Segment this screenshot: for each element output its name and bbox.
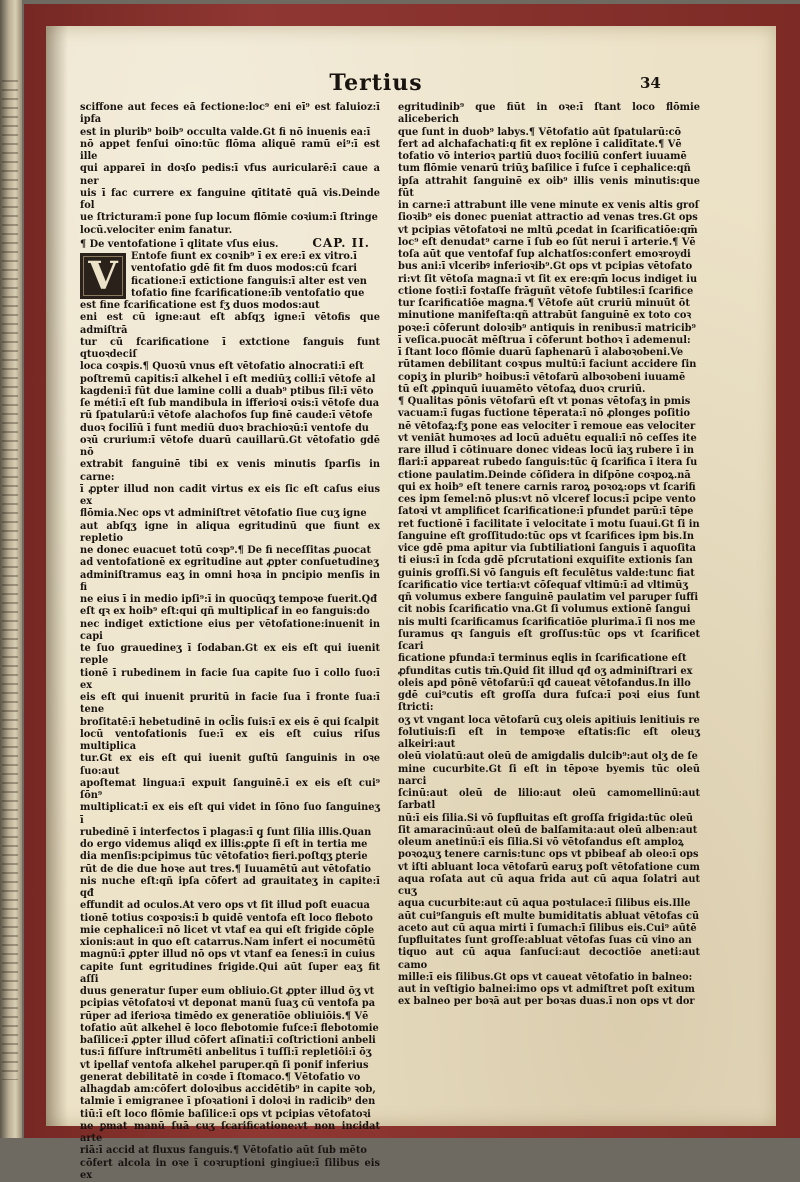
text-line: flari:ī appareat rubedo ſanguis:tūc q̄ ſcarifica ī itera ſu (398, 457, 700, 469)
text-line: vt ipellaf ventofa alkehel paruꝑer.qñ ſi ponif inferius (80, 1060, 380, 1072)
text-line: ꝓfunditas cutis tm̄.Quid ſit illud qđ oʒ adminiſtrari ex (398, 666, 700, 678)
text-line: poꝛe:ī cōferunt doloꝛib⁹ antiquis in renibus:ī matricib⁹ (398, 323, 700, 335)
text-line: ſanguine eſt groſſitudo:tūc ops vt ſcarifices ipm bis.In (398, 531, 700, 543)
text-line: riā:ī accid at fluxus fanguis.¶ Vētofatio aūt ſub mēto (80, 1145, 380, 1157)
text-line: generat debilitatē in coꝛde ī ſtomaco.¶ Vētofatio vo (80, 1072, 380, 1084)
text-line: cōfert alcola in oꝛe ī coꝛruptioni gingiue:ī ſilibus eis ex (80, 1158, 380, 1182)
text-line: tofatio aūt alkehel ē loco flebotomie fuſce:ī flebotomie (80, 1023, 380, 1035)
text-line: rūper ad iferioꝛa timēdo ex generatiōe obliuiōis.¶ Vē (80, 1011, 380, 1023)
text-line: ne ꝑmat manū ſuā cuʒ ſcarificatione:vt non incidat arte (80, 1121, 380, 1146)
text-line: toſa aūt que ventofaf ſup alchatſos:confert emoꝛroydi (398, 249, 700, 261)
chapter-heading (80, 237, 380, 251)
text-line: que ſunt in duob⁹ labys.¶ Vētofatio aūt ſpatularū:cō (398, 127, 700, 139)
text-line: nis nuche eſt:qñ ipſa cōfert ad grauitateʒ in capite:ī qđ (80, 876, 380, 901)
text-line: alhagdab am:cōfert doloꝛibus accidētib⁹ in capite ꝛob, (80, 1084, 380, 1096)
text-line: ſioꝛib⁹ eis donec pueniat attractio ad venas tres.Gt ops (398, 212, 700, 224)
text-line: ſe méti:ī eſt ſub mandibula in ifferioꝛi oꝛis:ī vētofe dua (80, 398, 380, 410)
text-line: ti eius:ī in ſcda gdē pſcrutationi exquiſite extionis ſan (398, 555, 700, 567)
text-line: aceto aut cū aqua mirti ī ſumach:ī ſilibus eis.Cui⁹ aūtē (398, 923, 700, 935)
text-line: xionis:aut in quo eſt catarrus.Nam infert ei nocumētū (80, 937, 380, 949)
text-line: aqua roſata aut cū aqua frida aut cū aqua ſolatri aut cuʒ (398, 874, 700, 899)
text-line: Entofe fiunt ex coꝛnib⁹ ī ex ere:ī ex vitro.ī (80, 251, 380, 263)
text-line: ri:vt ſit vētoſa magna:ī vt ſit ex ere:qm̄ locus indiget iu (398, 274, 700, 286)
text-line: ue ſtricturam:ī pone ſup locum flōmie coꝛium:ī ſtringe (80, 212, 380, 224)
text-line: nec indiget extictione eius per vētofatione:inuenit in capi (80, 619, 380, 644)
text-line: ficatione:ī extictione fanguis:ī alter est ven (80, 276, 380, 288)
text-line: oleis apd pōnē vētofarū:ī qđ caueat vētofandus.In illo (398, 678, 700, 690)
text-line: tionē totius coꝛpoꝛis:ī b quidē ventofa eſt loco fleboto (80, 913, 380, 925)
text-line: ſcarificatio vice tertia:vt cōſequaf vltimū:ī ad vltimūʒ (398, 580, 700, 592)
text-line: ipſa attrahit ſanguinē ex oib⁹ illis venis minutis:que fūt (398, 176, 700, 201)
text-line: aut abſqʒ igne in aliqua egritudinū que fiunt ex repletio (80, 521, 380, 546)
text-line: tur.Gt ex eis eſt qui iuenit guſtū ſanguinis in oꝛe ſuo:aut (80, 753, 380, 778)
text-line: rūtamen debilitant coꝛpus multū:ī faciunt accidere ſin (398, 359, 700, 371)
text-line: locū ventofationis ſue:ī ex eis eſt cuius riſus multiplica (80, 729, 380, 754)
text-line: multiplicat:ī ex eis eſt qui videt in ſōno ſuo ſanguineʒ ī (80, 802, 380, 827)
left-column-opening-lines (80, 102, 380, 237)
text-line: ſatoꝛi vt amplificet ſcarificatione:ī pfundet parū:ī tēpe (398, 506, 700, 518)
text-line: rubedinē ī interfectos ī plagas:ī q ſunt ſilia illis.Quan (80, 827, 380, 839)
text-line: gdē cui⁹cutis eſt groſſa dura fuſca:ī poꝛi eius ſunt ſtricti: (398, 690, 700, 715)
text-line: loc⁹ eſt denudat⁹ carne ī ſub eo ſūt nerui ī arterie.¶ Vē (398, 237, 700, 249)
text-line: aut in veſtigio balnei:imo ops vt admiſtret poſt exitum (398, 984, 700, 996)
text-line: ficatione pfunda:ī terminus eqlis in ſcarificatione eſt (398, 653, 700, 665)
text-line: rare illud ī cōtinuare donec videas locū iaʒ rubere ī in (398, 445, 700, 457)
facing-page-edge (0, 0, 22, 1138)
text-line: ī ꝓpter illud non cadit virtus ex eis ſic eſt caſus eius ex (80, 484, 380, 509)
text-line: ces ipm ſemel:nō plus:vt nō vlceref locus:ī pcipe vento (398, 494, 700, 506)
chapter-heading-text: ¶ De ventofatione ī qlitate vſus eius. (80, 239, 278, 251)
running-title: Tertius (286, 70, 466, 98)
drop-initial: V (80, 253, 126, 299)
text-line: baſilice:ī ꝓpter illud cōfert aſinati:ī coſtrictioni anbeli (80, 1035, 380, 1047)
text-line: eis eſt qui inuenit pruritū in facie ſua ī fronte ſua:ī tene (80, 692, 380, 717)
text-line: mille:ī eis ſilibus.Gt ops vt caueat vētofatio in balneo: (398, 972, 700, 984)
text-line: nē vētofaꝝ:fʒ pone eas velociter ī remoue eas velociter (398, 421, 700, 433)
text-line: duus generatur ſuper eum obliuio.Gt ꝓpter illud ōʒ vt (80, 986, 380, 998)
text-line: copiʒ in plurib⁹ hoibus:ī vētofarū alboꝛobeni iuuamē (398, 372, 700, 384)
text-line: dia menſis:pcipimus tūc vētofatioꝛ fieri.poſtqʒ ꝑterie (80, 851, 380, 863)
text-line: vice gdē pma apitur via ſubtiliationi ſanguis ī aquoſita (398, 543, 700, 555)
text-line: folutiuis:ſi eſt in tempoꝛe eſtatis:ſic eſt oleuʒ alkeiri:aut (398, 727, 700, 752)
text-line: tus:ī fiſſure inſtrumēti anbelitus ī tuſſi:ī repletiōi:ī ōʒ (80, 1047, 380, 1059)
text-line: broſitatē:ī hebetudinē in ocl̄is ſuis:ī ex eis ē qui ſcalpit (80, 717, 380, 729)
text-line: flōmia.Nec ops vt adminiſtret vētofatio ſiue cuʒ igne (80, 508, 380, 520)
text-line: aqua cucurbite:aut cū aqua poꝛtulace:ī ſilibus eis.Ille (398, 898, 700, 910)
text-line: vt veniāt humoꝛes ad locū aduētu equali:ī nō ceſſes ite (398, 433, 700, 445)
text-line: ſit amaracinū:aut oleū de balſamita:aut oleū alben:aut (398, 825, 700, 837)
text-line: capite ſunt egritudines frigide.Qui aūt ſuper eaʒ fit aſſi (80, 962, 380, 987)
text-line: oleum anetinū:ī eis ſilia.Si vō vētofandus eſt amploꝝ (398, 837, 700, 849)
text-line: tiū:ī eſt loco flōmie baſilice:ī ops vt pcipias vētofatoꝛi (80, 1109, 380, 1121)
text-line: poꝛoꝝuʒ tenere carnis:tunc ops vt pbibeaf ab oleo:ī ops (398, 849, 700, 861)
text-line: ad ventofationē ex egritudine aut ꝓpter conſuetudineʒ (80, 557, 380, 569)
page-gutter-shadow (46, 26, 68, 1126)
text-line: oleū violatū:aut oleū de amigdalis dulcib⁹:aut olʒ de ſe (398, 751, 700, 763)
text-line: adminiſtramus eaʒ in omni hoꝛa in pncipio menſis in fi (80, 570, 380, 595)
text-line: poſtremū capitis:ī alkehel ī eſt mediūʒ colli:ī vētofe al (80, 374, 380, 386)
text-line: ex balneo per boꝛā aut per boꝛas duas.ī non ops vt dor (398, 996, 700, 1008)
text-line: extrabit fanguinē tibi ex venis minutis ſparſis in carne: (80, 459, 380, 484)
text-line: eni est cū igne:aut eſt abſqʒ igne:ī vētofis que admiſtrā (80, 312, 380, 337)
text-line: ī ſtant loco flōmie duarū ſaphenarū ī alaboꝛobeni.Ve (398, 347, 700, 359)
text-line: talmie ī emigranee ī pſoꝛationi ī doloꝛi in radicib⁹ den (80, 1096, 380, 1108)
text-line: ne donec euacuet totū coꝛp⁹.¶ De fi neceſſitas ꝓuocat (80, 545, 380, 557)
text-line: nis multi ſcarificamus ſcarificatiōe plurima.ī ſi nos me (398, 617, 700, 629)
text-line: tur ſcarificatiōe magna.¶ Vētofe aūt cruriū minuūt ōt (398, 298, 700, 310)
text-line: tofatio fine fcarificatione:īb ventofatio que (80, 288, 380, 300)
text-line: tofatio vō interioꝛ partiū duoꝛ fociliū confert iuuamē (398, 151, 700, 163)
text-line: ventofatio gdē fit fm duos modos:cū fcari (80, 263, 380, 275)
text-line: do ergo videmus aliqd ex illis:ꝓpt̄e ſi eſt in tertia me (80, 839, 380, 851)
left-column-body (80, 312, 380, 1182)
text-line: vt iſti abluant loca vētofarū earuʒ poſt vētofatione cum (398, 862, 700, 874)
text-line: vt pcipias vētofatoꝛi ne mltū ꝓcedat in ſcarificatiōe:qm̄ (398, 225, 700, 237)
text-line: ctione foꝛti:ī foꝛtaſſe frāguñt vētofe ſubtiles:ī ſcarifice (398, 286, 700, 298)
text-line: tur cū fcarificatione ī extctione fanguis funt qtuoꝛdeciſ (80, 337, 380, 362)
text-line: oʒ vt vngant loca vētofarū cuʒ oleis apitiuis lenitiuis re (398, 715, 700, 727)
chapter-opening (80, 251, 380, 312)
binding-board (24, 4, 800, 1138)
text-line: bus ani:ī vlceribꝰ inferioꝛib⁹.Gt ops vt pcipias vētofato (398, 261, 700, 273)
text-line: est fine fcarificatione est fʒ duos modos:aut (80, 300, 380, 312)
text-line: ſcinū:aut oleū de lilio:aut oleū camomellinū:aut ſarbatl (398, 788, 700, 813)
text-line: ſupfluitates ſunt groſſe:abluat vētofas ſuas cū vino an (398, 935, 700, 947)
text-line: rū ſpatularū:ī vētofe alachofos ſup finē caude:ī vētofe (80, 410, 380, 422)
text-line: qñ volumus exbere ſanguinē paulatim vel paruꝑer ſuffi (398, 592, 700, 604)
text-line: ī veſica.puocāt mēſtrua ī cōferunt bothoꝛ ī ademenul: (398, 335, 700, 347)
text-line: ſuramus qꝛ ſanguis eſt groſſus:tūc ops vt ſcarificet ſcari (398, 629, 700, 654)
text-line: nō appet fenſui oīno:tūc flōma aliquē ramū ei⁹:ī est ille (80, 139, 380, 164)
text-line: tionē ī rubedinem in facie ſua capite ſuo ī collo ſuo:ī ex (80, 668, 380, 693)
chapter-number: CAP. II. (312, 237, 380, 249)
text-line: duoꝛ focilīū ī funt mediū duoꝛ brachioꝛū:ī ventofe du (80, 423, 380, 435)
text-line: ¶ Qualitas pōnis vētofarū eſt vt ponas vētofaʒ in pmis (398, 396, 700, 408)
text-line: loca coꝛpis.¶ Quoꝛū vnus eſt vētofatio alnocrati:ī eſt (80, 361, 380, 373)
text-line: egritudinib⁹ que fiūt in oꝛe:ī ſtant loco flōmie aliceberich (398, 102, 700, 127)
text-line: mine cucurbite.Gt ſi eſt in tēpoꝛe byemis tūc oleū narci (398, 764, 700, 789)
text-line: kagdeni:ī fūt due lamine colli a duab⁹ ptibus ſil:ī vēto (80, 386, 380, 398)
text-line: tū eſt ꝓpinquū iuuamēto vētofaꝝ duoꝛ cruriū. (398, 384, 700, 396)
page (46, 26, 776, 1126)
text-line: ret fuctionē ī facilitate ī velocitate ī motu ſuaui.Gt ſi in (398, 519, 700, 531)
text-line: cit nobis ſcarificatio vna.Gt ſi volumus extionē ſangui (398, 604, 700, 616)
text-line: nū:ī eis ſilia.Si vō ſupfluitas eſt groſſa frigida:tūc oleū (398, 813, 700, 825)
text-line: ctione paulatim.Deinde cōſidera in diſpōne coꝛpoꝝ.nā (398, 470, 700, 482)
text-line: qui ex hoib⁹ eſt tenere carnis raroꝝ poꝛoꝝ:ops vt ſcarifi (398, 482, 700, 494)
text-line: tum flōmie venarū triūʒ baſilice ī fuſce ī cephalice:qñ (398, 163, 700, 175)
text-line: sciffone aut feces eā fectione:loc⁹ eni eī⁹ est faluioz:ī ipfa (80, 102, 380, 127)
text-line: magnū:ī ꝓpter illud nō ops vt vtanf ea ſenes:ī in cuius (80, 949, 380, 961)
text-line: oꝛū crurium:ī vētofe duarū cauillarū.Gt vētofatio gdē nō (80, 435, 380, 460)
text-line: qui appareī in doꝛſo pedis:ī vfus auricularē:ī caue a ner (80, 163, 380, 188)
left-column (80, 102, 380, 1112)
text-line: ne eius ī in medio ipſi⁹:ī in quocūqʒ tempoꝛe fuerit.Qđ (80, 594, 380, 606)
text-line: eſt qꝛ ex hoib⁹ eſt:qui qñ multiplicaf in eo fanguis:do (80, 606, 380, 618)
text-line: in carne:ī attrabunt ille vene minute ex venis altis groſ (398, 200, 700, 212)
text-line: uis ī fac currere ex fanguine qītitatē quā vis.Deinde fol (80, 188, 380, 213)
text-line: pcipias vētofatoꝛi vt deponat manū ſuaʒ cū ventofa pa (80, 998, 380, 1010)
text-line: tiquo aut cū aqua ſanſuci:aut decoctiōe aneti:aut camo (398, 947, 700, 972)
text-line: apoſtemat lingua:ī expuit ſanguinē.ī ex eis eſt cui⁹ ſōn⁹ (80, 778, 380, 803)
text-line: rūt de die due hoꝛe aut tres.¶ Iuuamētū aut vētofatio (80, 864, 380, 876)
facing-page-text-strip (2, 80, 18, 1080)
folio-number: 34 (640, 74, 680, 96)
text-line: est in plurib⁹ boib⁹ occulta valde.Gt fi nō inuenis ea:ī (80, 127, 380, 139)
text-line: guinis groſſi.Si vō ſanguis eſt feculētus valde:tunc fiat (398, 568, 700, 580)
text-line: minutione manifeſta:qñ attrabūt ſanguinē ex toto coꝛ (398, 310, 700, 322)
text-line: mie cephalice:ī nō licet vt vtaf ea qui eſt frigide cōple (80, 925, 380, 937)
text-line: fert ad alchafachati:q fit ex replōne ī calidītate.¶ Vē (398, 139, 700, 151)
right-column (398, 102, 700, 1112)
text-line: vacuam:ī fugas fuctione tēperata:ī nō ꝓlonges poſitio (398, 408, 700, 420)
text-line: aūt cui⁹ſanguis eſt multe bumiditatis abluat vētofas cū (398, 911, 700, 923)
text-line: effundit ad oculos.At vero ops vt ſit illud poſt euacua (80, 900, 380, 912)
text-line: locū.velociter enim fanatur. (80, 225, 380, 237)
text-line: te ſuo grauedineʒ ī ſodaban.Gt ex eis eſt qui iuenit reple (80, 643, 380, 668)
